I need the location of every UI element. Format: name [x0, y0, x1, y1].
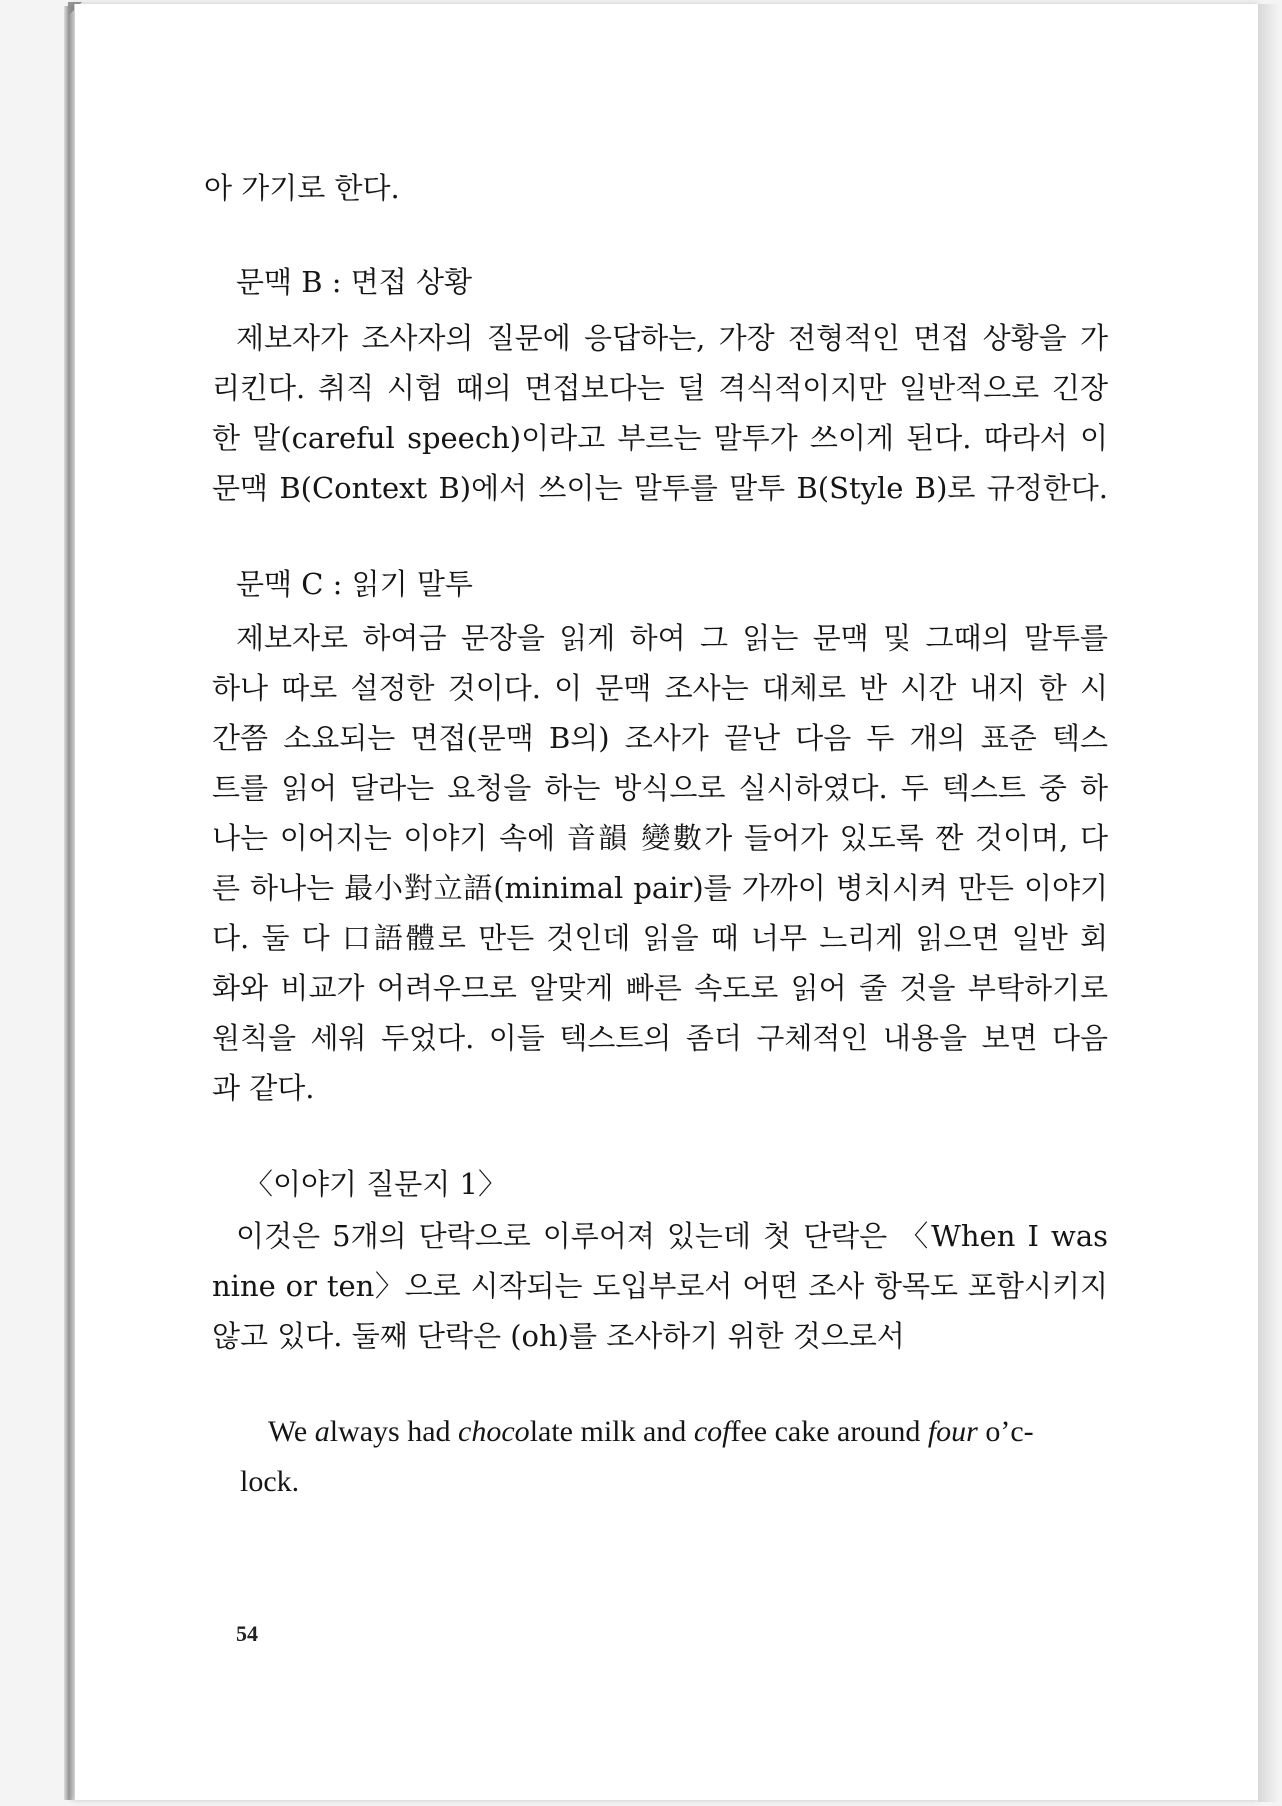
text-line: nine or ten〉으로 시작되는 도입부로서 어떤 조사 항목도 포함시키지: [212, 1269, 1108, 1303]
example-text: late milk and: [529, 1415, 694, 1448]
text-line: 과 같다.: [212, 1071, 315, 1105]
example-italic: cof: [693, 1415, 731, 1448]
page-number: 54: [236, 1621, 258, 1646]
text-line: 트를 읽어 달라는 요청을 하는 방식으로 실시하였다. 두 텍스트 중 하: [212, 771, 1108, 805]
text-line: 원칙을 세워 두었다. 이들 텍스트의 좀더 구체적인 내용을 보면 다음: [212, 1021, 1108, 1055]
section-heading-questionnaire: 〈이야기 질문지 1〉: [244, 1167, 507, 1201]
section-heading-context-c: 문맥 C : 읽기 말투: [236, 567, 473, 601]
example-text: o’c-: [977, 1415, 1034, 1448]
example-italic: four: [927, 1415, 978, 1448]
section-heading-context-b: 문맥 B : 면접 상황: [236, 265, 473, 299]
example-text: lways had: [329, 1415, 459, 1448]
text-line: 화와 비교가 어려우므로 알맞게 빠른 속도로 읽어 줄 것을 부탁하기로: [212, 971, 1108, 1005]
example-sentence-line-2: lock.: [240, 1465, 300, 1498]
text-line: 하나 따로 설정한 것이다. 이 문맥 조사는 대체로 반 시간 내지 한 시: [212, 671, 1108, 705]
example-text: We: [268, 1415, 315, 1448]
text-line: 이것은 5개의 단락으로 이루어져 있는데 첫 단락은 〈When I was: [236, 1219, 1108, 1253]
text-line: 다. 둘 다 口語體로 만든 것인데 읽을 때 너무 느리게 읽으면 일반 회: [212, 921, 1108, 955]
text-line: 른 하나는 最小對立語(minimal pair)를 가까이 병치시켜 만든 이야기: [212, 871, 1108, 905]
text-line: 나는 이어지는 이야기 속에 音韻 變數가 들어가 있도록 짠 것이며, 다: [212, 821, 1108, 855]
text-line: 아 가기로 한다.: [204, 171, 400, 205]
book-spine: [64, 6, 74, 1800]
page-edge: [1258, 4, 1278, 1802]
text-line: 리킨다. 취직 시험 때의 면접보다는 덜 격식적이지만 일반적으로 긴장: [212, 371, 1108, 405]
text-line: 제보자로 하여금 문장을 읽게 하여 그 읽는 문맥 및 그때의 말투를: [236, 621, 1108, 655]
text-line: 한 말(careful speech)이라고 부르는 말투가 쓰이게 된다. 따라서 이: [212, 421, 1108, 455]
example-italic: choco: [458, 1415, 530, 1448]
example-text: fee cake around: [730, 1415, 928, 1448]
example-sentence-line-1: [268, 1408, 1034, 1456]
text-line: 문맥 B(Context B)에서 쓰이는 말투를 말투 B(Style B)로 규정한다.: [212, 471, 1108, 505]
example-italic: a: [314, 1415, 330, 1448]
text-line: 제보자가 조사자의 질문에 응답하는, 가장 전형적인 면접 상황을 가: [236, 321, 1108, 355]
text-line: 간쯤 소요되는 면접(문맥 B의) 조사가 끝난 다음 두 개의 표준 텍스: [212, 721, 1108, 755]
text-line: 않고 있다. 둘째 단락은 (oh)를 조사하기 위한 것으로서: [212, 1319, 905, 1353]
